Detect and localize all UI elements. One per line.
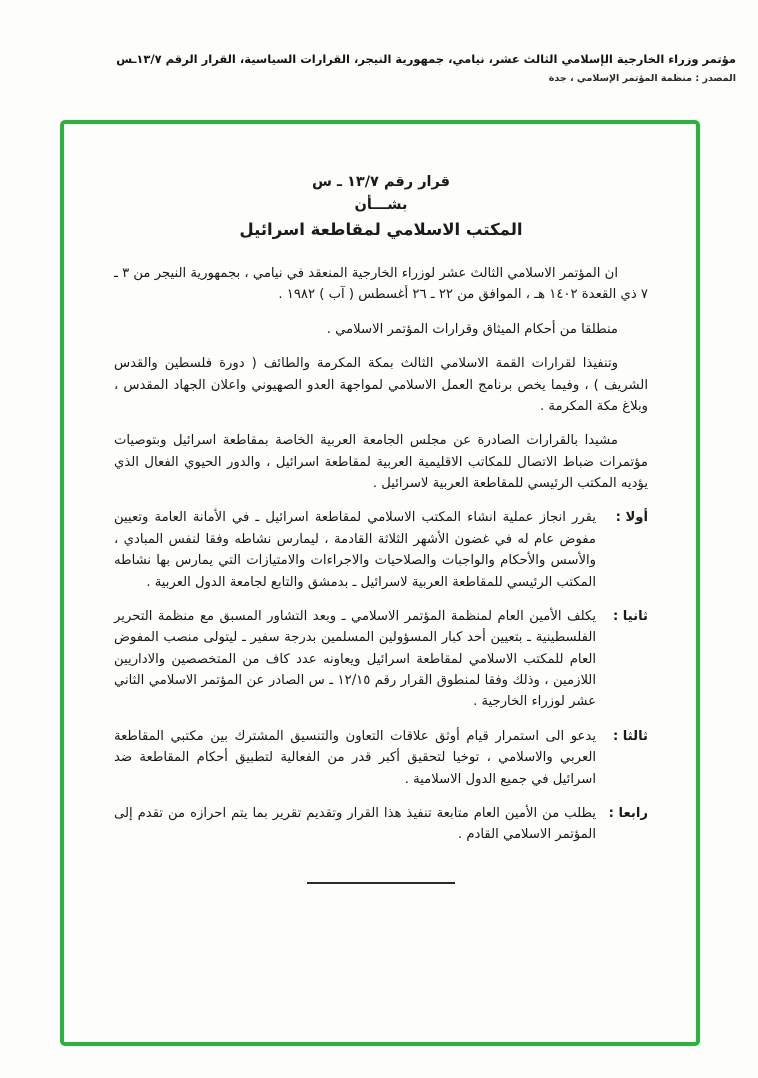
item-label: أولا : (615, 510, 648, 526)
paragraph-commendation: مشيدا بالقرارات الصادرة عن مجلس الجامعة العربية الخاصة بمقاطعة اسرائيل وبتوصيات مؤتمرات ضباط الاتصال للمكاتب الاقليمية العربية لمقاطعة اسرائيل ، والدور الحيوي الفعال الذي يؤديه المكتب الرئيسي للمقاطعة العربية لاسرائيل . (114, 433, 648, 491)
resolution-regarding: بشـــأن (354, 197, 408, 213)
item-text: يدعو الى استمرار قيام أوثق علاقات التعاون والتنسيق المشترك بين مكتبي المقاطعة العربي والاسلامي ، توخيا لتحقيق أكبر قدر من الفعالية لتطبيق أحكام المقاطعة ضد اسرائيل في جميع الدول الاسلامية . (114, 728, 596, 787)
resolution-item-fourth (114, 803, 648, 846)
item-label: رابعا : (608, 805, 648, 821)
resolution-body (114, 263, 648, 884)
document-frame (60, 120, 700, 1046)
resolution-number: قرار رقم ١٣/٧ ـ س (311, 174, 451, 190)
header-publisher-line: المصدر : منظمة المؤتمر الإسلامي ، جدة (548, 72, 736, 84)
resolution-title-block (114, 174, 648, 239)
item-text: يكلف الأمين العام لمنظمة المؤتمر الاسلامي ـ وبعد التشاور المسبق مع منظمة التحرير الفلسطينية ـ بتعيين أحد كبار المسؤولين المسلمين بدرجة سفير ـ ليتولى منصب المفوض العام للمكتب الاسلامي لمقاطعة اسرائيل ويعاونه عدد كاف من المتخصصين والاداريين اللازمين ، وذلك وفقا لمنطوق القرار رقم ١٢/١٥ ـ س الصادر عن المؤتمر الاسلامي الثاني عشر لوزراء الخارجية . (114, 608, 596, 710)
resolution-item-third (114, 726, 648, 790)
item-text: يقرر انجاز عملية انشاء المكتب الاسلامي لمقاطعة اسرائيل ـ في الأمانة العامة وتعيين مفوض عام له في غضون الأشهر الثلاثة القادمة ، ليمارس نشاطه وفقا لنفس المبادي ، والأسس والأحكام والواجبات والصلاحيات والاجراءات والامتيازات التي يمارس بها نشاطه المكتب الرئيسي للمقاطعة العربية لاسرائيل ـ بدمشق والتابع لجامعة الدول العربية . (114, 510, 596, 590)
paragraph-summit: وتنفيذا لقرارات القمة الاسلامي الثالث بمكة المكرمة والطائف ( دورة فلسطين والقدس الشريف ) ، وفيما يخص برنامج العمل الاسلامي لمواجهة العدو الصهيوني واعلان الجهاد المقدس ، وبلاغ مكة المكرمة . (114, 356, 648, 414)
item-label: ثانيا : (612, 608, 648, 624)
item-text: يطلب من الأمين العام متابعة تنفيذ هذا القرار وتقديم تقرير بما يتم احرازه من تقدم إلى المؤتمر الاسلامي القادم . (114, 805, 596, 843)
resolution-item-second (114, 606, 648, 713)
paragraph-charter: منطلقا من أحكام الميثاق وقرارات المؤتمر الاسلامي . (326, 321, 618, 337)
item-label: ثالثا : (612, 728, 648, 744)
resolution-title: المكتب الاسلامي لمقاطعة اسرائيل (239, 220, 523, 239)
bibliographic-header (22, 52, 736, 84)
paragraph-preamble: ان المؤتمر الاسلامي الثالث عشر لوزراء الخارجية المنعقد في نيامي ، بجمهورية النيجر من ٣ ـ ٧ ذي القعدة ١٤٠٢ هـ ، الموافق من ٢٢ ـ ٢٦ أغسطس ( آب ) ١٩٨٢ . (114, 266, 648, 303)
header-source-line: مؤتمر وزراء الخارجية الإسلامي الثالث عشر، نيامي، جمهورية النيجر، القرارات السياسية، القرار الرقم ١٣/٧ـس (116, 52, 736, 66)
signature-divider (307, 882, 455, 884)
resolution-item-first (114, 507, 648, 593)
